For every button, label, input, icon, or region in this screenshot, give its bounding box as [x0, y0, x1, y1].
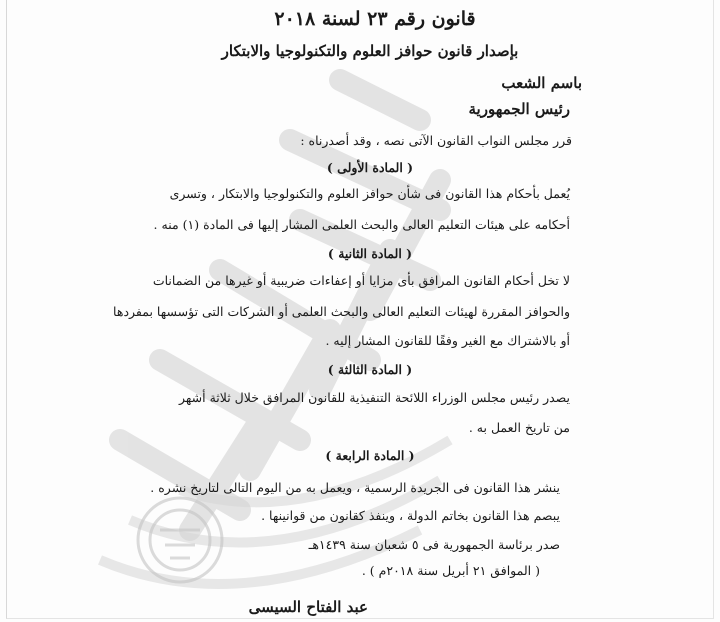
law-subtitle: بإصدار قانون حوافز العلوم والتكنولوجيا والابتكار	[221, 42, 519, 60]
article-3-line-1: يصدر رئيس مجلس الوزراء اللائحة التنفيذية للقانون المرافق خلال ثلاثة أشهر	[179, 390, 570, 405]
article-1-line-2: أحكامه على هيئات التعليم العالى والبحث العلمى المشار إليها فى المادة (١) منه .	[153, 217, 570, 232]
issued-date-hijri: صدر برئاسة الجمهورية فى ٥ شعبان سنة ١٤٣٩هـ	[308, 537, 560, 552]
article-2-line-2: والحوافز المقررة لهيئات التعليم العالى والبحث العلمى أو الشركات التى تؤسسها بمفردها	[113, 304, 570, 319]
article-4-heading: ( المادة الرابعة )	[325, 448, 415, 463]
article-3-line-2: من تاريخ العمل به .	[468, 420, 570, 435]
president-heading: رئيس الجمهورية	[468, 100, 570, 118]
issued-date-gregorian: ( الموافق ٢١ أبريل سنة ٢٠١٨م ) .	[361, 563, 540, 578]
article-1-heading: ( المادة الأولى )	[326, 160, 414, 175]
article-2-line-3: أو بالاشتراك مع الغير وفقًا للقانون المشار إليه .	[325, 333, 570, 348]
preamble: قرر مجلس النواب القانون الآتى نصه ، وقد أصدرناه :	[300, 133, 572, 148]
article-4-line-1: ينشر هذا القانون فى الجريدة الرسمية ، ويعمل به من اليوم التالى لتاريخ نشره .	[150, 480, 560, 495]
in-the-name-of-the-people: باسم الشعب	[501, 74, 582, 92]
president-signature: عبد الفتاح السيسى	[248, 598, 368, 616]
article-2-heading: ( المادة الثانية )	[327, 246, 413, 261]
law-title: قانون رقم ٢٣ لسنة ٢٠١٨	[274, 8, 476, 30]
article-4-line-2: يبصم هذا القانون بخاتم الدولة ، وينفذ كقانون من قوانينها .	[261, 508, 560, 523]
article-2-line-1: لا تخل أحكام القانون المرافق بأى مزايا أو إعفاءات ضريبية أو غيرها من الضمانات	[152, 273, 570, 288]
article-1-line-1: يُعمل بأحكام هذا القانون فى شأن حوافز العلوم والتكنولوجيا والابتكار ، وتسرى	[169, 186, 570, 201]
article-3-heading: ( المادة الثالثة )	[327, 362, 413, 377]
